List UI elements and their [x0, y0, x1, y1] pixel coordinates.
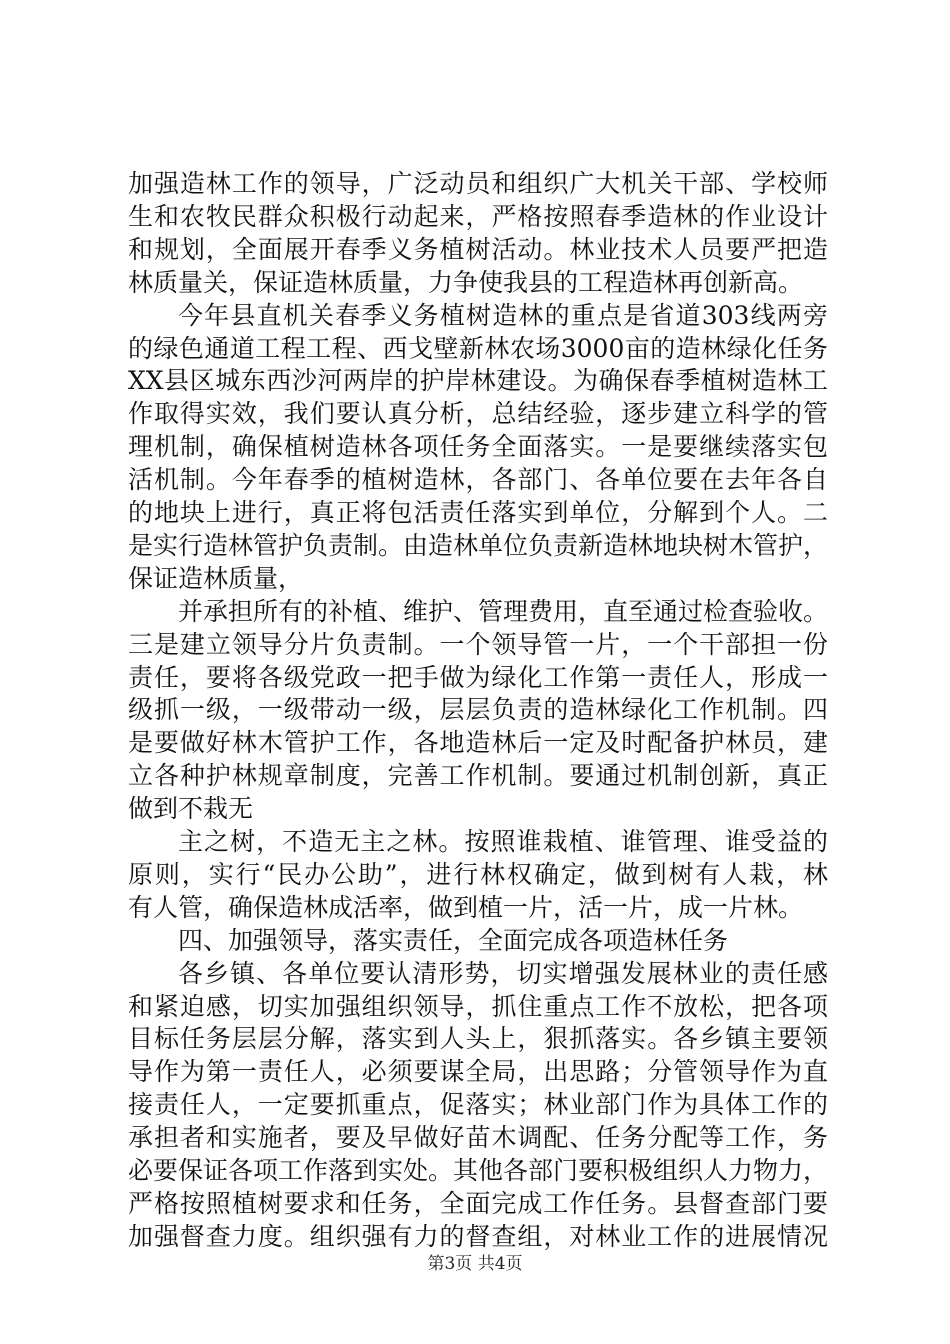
text-line: 今年县直机关春季义务植树造林的重点是省道303线两旁 — [178, 300, 828, 330]
text-line: 理机制，确保植树造林各项任务全面落实。一是要继续落实包 — [128, 432, 828, 462]
text-line: 接责任人，一定要抓重点，促落实；林业部门作为具体工作的 — [128, 1090, 828, 1120]
text-line: 是要做好林木管护工作，各地造林后一定及时配备护林员，建 — [128, 728, 828, 758]
text-line: 四、加强领导，落实责任，全面完成各项造林任务 — [178, 925, 729, 955]
text-line: 目标任务层层分解，落实到人头上，狠抓落实。各乡镇主要领 — [128, 1024, 828, 1054]
text-line: 加强督查力度。组织强有力的督查组，对林业工作的进展情况 — [128, 1221, 828, 1251]
text-line: 主之树，不造无主之林。按照谁栽植、谁管理、谁受益的 — [178, 827, 828, 856]
text-line: 的绿色通道工程工程、西戈壁新林农场3000亩的造林绿化任务 — [128, 333, 828, 363]
text-line: 和紧迫感，切实加强组织领导，抓住重点工作不放松，把各项 — [128, 991, 828, 1021]
text-line: 各乡镇、各单位要认清形势，切实增强发展林业的责任感 — [178, 958, 828, 988]
text-line: 原则，实行“民办公助”，进行林权确定，做到树有人栽，林 — [128, 859, 828, 889]
page-footer: 第3页 共4页 — [427, 1254, 523, 1274]
text-line: 有人管，确保造林成活率，做到植一片，活一片，成一片林。 — [128, 892, 804, 922]
text-line: 和规划，全面展开春季义务植树活动。林业技术人员要严把造 — [128, 234, 828, 264]
text-line: 三是建立领导分片负责制。一个领导管一片，一个干部担一份 — [128, 629, 828, 659]
text-line: 严格按照植树要求和任务，全面完成工作任务。县督查部门要 — [128, 1188, 828, 1218]
text-line: 必要保证各项工作落到实处。其他各部门要积极组织人力物力， — [128, 1156, 829, 1185]
text-line: 承担者和实施者，要及早做好苗木调配、任务分配等工作，务 — [128, 1123, 828, 1153]
text-line: 的地块上进行，真正将包活责任落实到单位，分解到个人。二 — [128, 498, 828, 527]
text-line: 并承担所有的补植、维护、管理费用，直至通过检查验收。 — [178, 596, 829, 626]
text-line: 加强造林工作的领导，广泛动员和组织广大机关干部、学校师 — [128, 169, 828, 198]
text-line: 导作为第一责任人，必须要谋全局，出思路；分管领导作为直 — [128, 1057, 828, 1087]
text-line: 级抓一级，一级带动一级，层层负责的造林绿化工作机制。四 — [128, 695, 828, 725]
text-line: XX县区城东西沙河两岸的护岸林建设。为确保春季植树造林工 — [128, 366, 828, 396]
text-line: 林质量关，保证造林质量，力争使我县的工程造林再创新高。 — [128, 267, 804, 297]
text-line: 生和农牧民群众积极行动起来，严格按照春季造林的作业设计 — [128, 201, 828, 231]
text-line: 作取得实效，我们要认真分析，总结经验，逐步建立科学的管 — [128, 399, 828, 429]
text-line: 责任，要将各级党政一把手做为绿化工作第一责任人，形成一 — [128, 662, 828, 692]
text-line: 立各种护林规章制度，完善工作机制。要通过机制创新，真正 — [128, 761, 828, 791]
text-line: 保证造林质量， — [128, 563, 304, 593]
text-line: 是实行造林管护负责制。由造林单位负责新造林地块树木管护， — [128, 530, 829, 560]
text-line: 做到不栽无 — [128, 794, 254, 824]
text-line: 活机制。今年春季的植树造林，各部门、各单位要在去年各自 — [128, 465, 828, 495]
